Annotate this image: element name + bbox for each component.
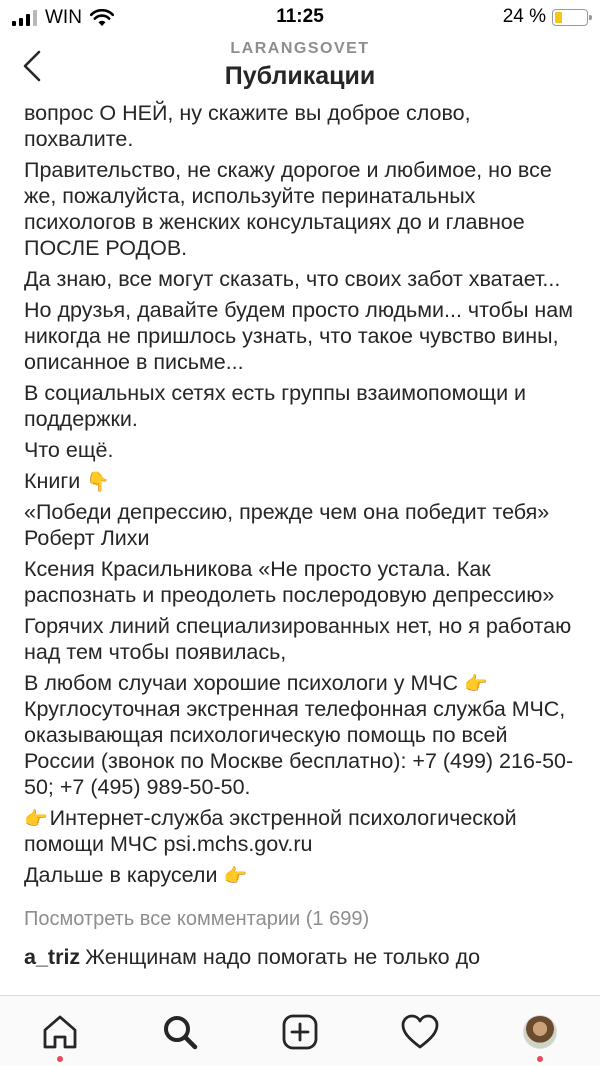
- caption-paragraph: Что ещё.: [24, 438, 114, 462]
- caption-paragraph: Круглосуточная экстренная телефонная служба МЧС, оказывающая психологическую помощь по всей России (звонок по Москве бесплатно): +7 (499) 216-50-50; +7 (495) 989-50-50.: [24, 697, 574, 799]
- caption-paragraph: В социальных сетях есть группы взаимопомощи и поддержки.: [24, 381, 527, 431]
- page-title: Публикации: [224, 62, 376, 90]
- profile-username[interactable]: LARANGSOVET: [230, 40, 370, 57]
- header: [0, 34, 600, 102]
- bottom-tab-bar: [0, 995, 600, 1066]
- caption-paragraph: Но друзья, давайте будем просто людьми... чтобы нам никогда не пришлось узнать, что такое чувство вины, описанное в письме...: [24, 298, 574, 374]
- clock: 11:25: [276, 6, 324, 27]
- caption-paragraph: вопрос О НЕЙ, ну скажите вы доброе слово, похвалите.: [24, 101, 471, 151]
- tab-home[interactable]: [36, 1008, 84, 1056]
- notification-dot: [57, 1056, 63, 1062]
- caption-paragraph: [24, 468, 576, 494]
- post-content: [0, 100, 600, 995]
- battery-status: [503, 6, 588, 28]
- activity-heart-icon: [400, 1013, 440, 1051]
- point-right-emoji: 👉: [24, 808, 48, 830]
- new-post-icon: [281, 1013, 319, 1051]
- profile-avatar: [523, 1015, 557, 1049]
- caption-paragraph: Горячих линий специализированных нет, но я работаю над тем чтобы появилась,: [24, 614, 572, 664]
- battery-percent: 24 %: [502, 6, 546, 27]
- notification-dot: [537, 1056, 543, 1062]
- tab-profile[interactable]: [516, 1008, 564, 1056]
- carrier-name: WIN: [45, 7, 82, 28]
- search-icon: [161, 1013, 199, 1051]
- comment: [24, 942, 576, 972]
- books-label: Книги: [24, 469, 81, 493]
- caption-paragraph: 👉Интернет-служба экстренной психологической помощи МЧС psi.mchs.gov.ru: [24, 806, 517, 856]
- status-bar: [0, 0, 600, 34]
- caption-paragraph: Ксения Красильникова «Не просто устала. Как распознать и преодолеть послеродовую депрессию»: [24, 557, 555, 607]
- comment-text: Женщинам надо помогать не только до: [85, 945, 481, 969]
- caption-paragraph: Правительство, не скажу дорогое и любимое, но все же, пожалуйста, используйте перинатальных психологов в женских консультациях до и главное ПОСЛЕ РОДОВ.: [24, 158, 552, 260]
- tab-activity[interactable]: [396, 1008, 444, 1056]
- caption-paragraph: Да знаю, все могут сказать, что своих забот хватает...: [24, 267, 561, 291]
- battery-icon: [552, 9, 588, 26]
- tab-new-post[interactable]: [276, 1008, 324, 1056]
- point-right-emoji: 👉: [463, 673, 488, 695]
- view-all-comments-link[interactable]: Посмотреть все комментарии (1 699): [24, 908, 370, 930]
- post-caption: [0, 100, 600, 888]
- tab-search[interactable]: [156, 1008, 204, 1056]
- comment-username[interactable]: a_triz: [24, 945, 81, 969]
- battery-level: [555, 12, 562, 23]
- point-down-emoji: 👇: [86, 471, 110, 493]
- caption-paragraph: В любом случаи хорошие психологи у МЧС 👉: [24, 671, 488, 695]
- point-right-emoji: 👉: [223, 865, 248, 887]
- caption-paragraph: Дальше в карусели 👉: [24, 863, 248, 887]
- caption-paragraph: «Победи депрессию, прежде чем она победит тебя» Роберт Лихи: [24, 500, 550, 550]
- home-icon: [41, 1013, 79, 1051]
